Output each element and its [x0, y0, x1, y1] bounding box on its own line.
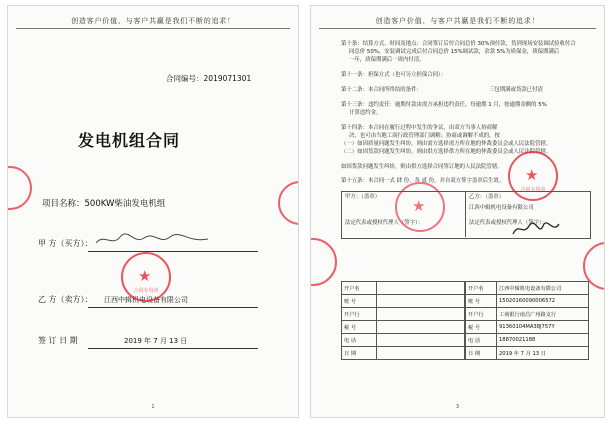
- contract-terms-page: [311, 6, 604, 417]
- buyer-bank-table: [341, 281, 465, 360]
- contract-number: 合同编号：2019071301: [166, 74, 252, 83]
- page-header-slogan: 创造客户价值、与客户共赢是我们不断的追求！: [71, 17, 235, 25]
- party-a-line: [88, 251, 258, 252]
- header-rule: [319, 28, 596, 29]
- project-name: 项目名称：500KW柴油发电机组: [42, 199, 166, 209]
- table-row: [342, 295, 465, 308]
- table-key-cell: 日 期: [342, 347, 377, 360]
- seal-text: 合同专用章: [520, 187, 546, 193]
- sign-date-line: [88, 348, 258, 349]
- buyer-label: 甲方：（盖章）: [345, 194, 381, 200]
- contract-cover-page: [8, 6, 298, 417]
- seller-representative: 法定代表或授权代理人（签字）：: [469, 220, 548, 226]
- clause-14-item-2: （二）如因货款问题发生纠纷，则由供方选择供方所在地的仲裁委员会或人民法院管辖。: [341, 149, 552, 155]
- table-value-cell: 91360104MA38J757Y: [497, 321, 589, 334]
- table-key-cell: 税 号: [466, 321, 497, 334]
- party-a-signature-scribble: [94, 231, 214, 249]
- clause-14-item-1: （一）如因质量问题发生纠纷，则由需方选择需方所在地的仲裁委员会或人民法院管辖。: [341, 141, 552, 147]
- clause-14-item-3: 如因货款问题发生纠纷，则由供方选择合同签订地的人民法院管辖。: [341, 164, 503, 170]
- signature-divider: [465, 191, 466, 237]
- seller-bank-table: [465, 281, 589, 360]
- clause-11: 第十一条：担保方式（也可另立担保合同）：: [341, 72, 447, 78]
- partial-seal-right-edge: [278, 181, 298, 225]
- seller-name: 江西中辑机电设备有限公司: [469, 205, 534, 211]
- table-row: [466, 295, 589, 308]
- clause-10-line-2: 同总价 50%，安装调试完成后付合同总价 15%调试款，余款 5%为质保金，质保期满后: [349, 49, 560, 55]
- table-value-cell: 15020160090006572: [497, 295, 589, 308]
- table-value-cell: 18870021188: [497, 334, 589, 347]
- table-value-cell: [377, 334, 465, 347]
- seal-text: 合同专用章: [133, 288, 159, 294]
- table-row: [342, 321, 465, 334]
- company-seal-stamp: [508, 151, 558, 201]
- table-key-cell: 电 话: [466, 334, 497, 347]
- buyer-seal-stamp: [395, 182, 445, 232]
- clause-12-value: 三包期满或货款已付清: [489, 87, 543, 93]
- clause-15: 第十五条：本合同一式 肆 份，各 贰 份，并自双方签字盖章后生效。: [341, 178, 505, 184]
- seal-star-icon: ★: [412, 197, 426, 215]
- table-row: [466, 282, 589, 295]
- clause-14-line-2: 决，也可由当地工商行政管理部门调解；协商或调解不成的，按: [349, 133, 500, 139]
- table-key-cell: 账 号: [342, 295, 377, 308]
- table-key-cell: 开户名: [466, 282, 497, 295]
- table-row: [466, 347, 589, 360]
- sign-date-label: 签 订 日 期: [38, 336, 78, 345]
- table-key-cell: 电 话: [342, 334, 377, 347]
- sign-date-value: 2019 年 7 月 13 日: [124, 337, 188, 345]
- clause-14-line-1: 第十四条：本合同在履行过程中发生的争议，由双方当事人协商解: [341, 125, 498, 131]
- seal-star-icon: ★: [525, 166, 539, 184]
- table-row: [342, 347, 465, 360]
- page-number: 1: [151, 404, 155, 410]
- table-row: [342, 334, 465, 347]
- party-b-name: 江西中辑机电设备有限公司: [104, 296, 188, 304]
- table-row: [466, 334, 589, 347]
- clause-10-line-1: 第十条：结算方式、时间及地点：合同签订后付合同总价 30%预付款，货到现场安装调试验收付合: [341, 41, 576, 47]
- clause-12: 第十二条：本合同所终结的条件：: [341, 87, 422, 93]
- header-rule: [16, 28, 290, 29]
- table-row: [342, 282, 465, 295]
- contract-title: 发电机组合同: [78, 131, 181, 150]
- partial-seal-left-edge: [8, 166, 32, 210]
- clause-10-line-3: 一年，质保期满后一周内付清。: [349, 57, 425, 63]
- page-number: 3: [455, 404, 460, 410]
- table-value-cell: [377, 347, 465, 360]
- seal-star-icon: ★: [138, 267, 152, 285]
- table-value-cell: 江西中辑机电设备有限公司: [497, 282, 589, 295]
- table-row: [342, 308, 465, 321]
- partial-seal-left-edge: [311, 238, 337, 286]
- table-key-cell: 税 号: [342, 321, 377, 334]
- table-key-cell: 账 号: [466, 295, 497, 308]
- table-row: [466, 321, 589, 334]
- clause-13-line-2: 计算违约金。: [349, 110, 382, 116]
- table-value-cell: [377, 308, 465, 321]
- table-key-cell: 日 期: [466, 347, 497, 360]
- page-header-slogan: 创造客户价值、与客户共赢是我们不断的追求！: [375, 17, 540, 25]
- table-key-cell: 开户行: [342, 308, 377, 321]
- company-seal-stamp: [121, 252, 171, 302]
- party-b-label: 乙 方（卖方）：: [38, 295, 93, 304]
- buyer-representative: 法定代表或授权代理人（签字）：: [345, 220, 424, 226]
- table-key-cell: 开户名: [342, 282, 377, 295]
- party-a-label: 甲 方（买方）：: [38, 239, 93, 248]
- seller-label: 乙方：（盖章）: [469, 194, 505, 200]
- table-row: [466, 308, 589, 321]
- table-value-cell: [377, 295, 465, 308]
- sign-date-row: [24, 335, 282, 348]
- table-key-cell: 开户行: [466, 308, 497, 321]
- table-value-cell: [377, 321, 465, 334]
- table-value-cell: [377, 282, 465, 295]
- seller-handwritten-signature: [511, 220, 561, 238]
- clause-13-line-1: 第十三条：违约责任：逾期付款由需方承担违约责任，每逾期 1 月，按逾期金额的 5%: [341, 102, 547, 108]
- party-b-line: [88, 307, 258, 308]
- table-value-cell: 2019 年 7 月 13 日: [497, 347, 589, 360]
- table-value-cell: 工商银行南昌广州路支行: [497, 308, 589, 321]
